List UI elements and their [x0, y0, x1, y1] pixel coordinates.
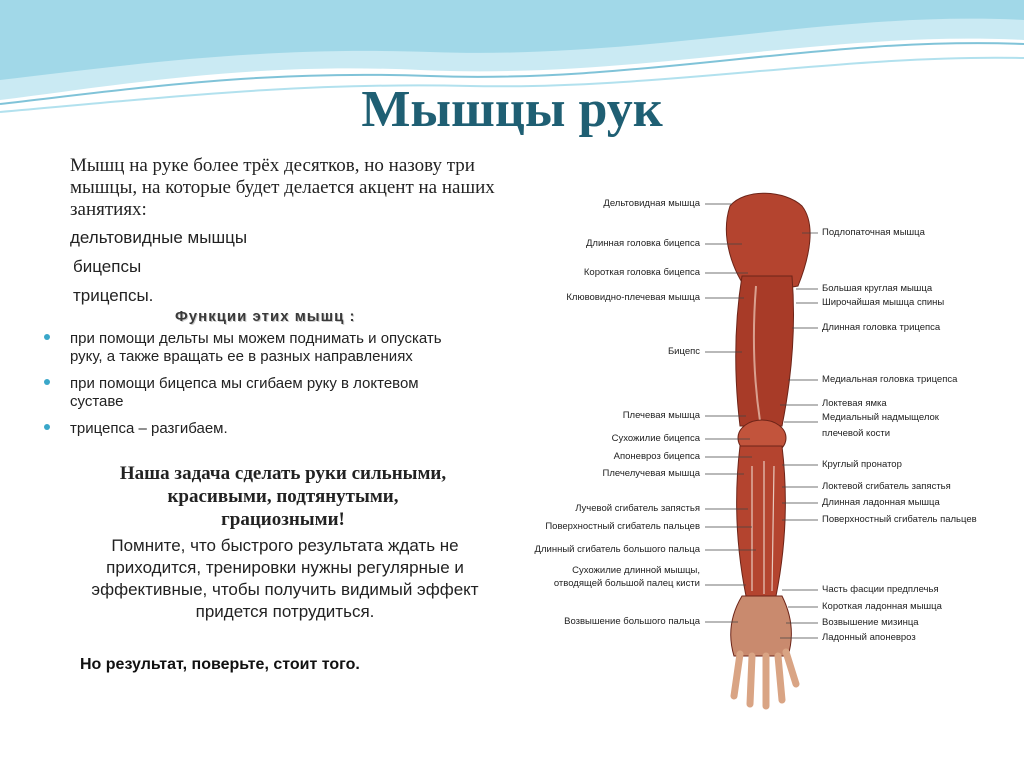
label-deltoid: Дельтовидная мышца: [603, 198, 700, 209]
function-text: при помощи бицепса мы сгибаем руку в локтевом суставе: [70, 375, 419, 410]
label-medial-epicondyle-1: Медиальный надмыщелок: [822, 412, 939, 423]
label-palmaris-longus: Длинная ладонная мышца: [822, 497, 940, 508]
muscle-item-triceps: трицепсы.: [73, 286, 154, 305]
function-text: трицепса – разгибаем.: [70, 420, 228, 437]
function-item: [44, 420, 474, 438]
function-item: [44, 375, 474, 411]
label-hypothenar-eminence: Возвышение мизинца: [822, 617, 919, 628]
label-coracobrachialis: Клювовидно-плечевая мышца: [566, 292, 700, 303]
label-forearm-fascia: Часть фасции предплечья: [822, 584, 939, 595]
label-palmaris-brevis: Короткая ладонная мышца: [822, 601, 942, 612]
label-palmar-aponeurosis: Ладонный апоневроз: [822, 632, 916, 643]
result-note: Но результат, поверьте, стоит того.: [80, 656, 360, 673]
muscle-item-biceps: бицепсы: [73, 257, 142, 276]
label-flexor-carpi-radialis: Лучевой сгибатель запястья: [575, 503, 700, 514]
label-biceps-long-head: Длинная головка бицепса: [586, 238, 700, 249]
label-biceps-tendon: Сухожилие бицепса: [611, 433, 700, 444]
label-cubital-fossa: Локтевая ямка: [822, 398, 887, 409]
muscle-item-deltoid: дельтовидные мышцы: [70, 228, 248, 247]
page-title: Мышцы рук: [361, 81, 663, 138]
functions-heading: Функции этих мышц :: [175, 308, 356, 325]
bullet-icon: [44, 379, 50, 385]
label-subscapularis: Подлопаточная мышца: [822, 227, 925, 238]
function-text: при помощи дельты мы можем поднимать и опускать руку, а также вращать ее в разных направлениях: [70, 330, 442, 365]
label-medial-epicondyle-2: плечевой кости: [822, 428, 891, 439]
label-pronator-teres: Круглый пронатор: [822, 459, 902, 470]
label-biceps-short-head: Короткая головка бицепса: [583, 267, 700, 278]
bullet-icon: [44, 334, 50, 340]
label-latissimus-dorsi: Широчайшая мышца спины: [822, 297, 945, 308]
muscle-list: [70, 226, 247, 313]
label-brachioradialis: Плечелучевая мышца: [602, 468, 700, 479]
label-biceps-aponeurosis: Апоневроз бицепса: [613, 451, 700, 462]
bullet-icon: [44, 424, 50, 430]
label-brachialis: Плечевая мышца: [622, 410, 700, 421]
label-biceps: Бицепс: [667, 346, 700, 357]
arm-muscles-diagram: [520, 176, 1000, 712]
label-flexor-digitorum-superficialis: Поверхностный сгибатель пальцев: [545, 521, 700, 532]
remember-note: Помните, что быстрого результата ждать не приходится, тренировки нужны регулярные и эффективные, чтобы получить видимый эффект придется потрудиться.: [91, 536, 479, 621]
arm-anatomy-illustration: [520, 176, 1000, 712]
label-teres-major: Большая круглая мышца: [822, 283, 933, 294]
label-flexor-digitorum-superficialis-right: Поверхностный сгибатель пальцев: [822, 514, 977, 525]
intro-text: Мышц на руке более трёх десятков, но назову три мышцы, на которые будет делается акцент на наших занятиях:: [70, 155, 495, 220]
label-thenar-eminence: Возвышение большого пальца: [564, 616, 700, 627]
label-flexor-carpi-ulnaris: Локтевой сгибатель запястья: [822, 481, 951, 492]
function-item: [44, 330, 474, 366]
task-statement: Наша задача сделать руки сильными, красивыми, подтянутыми, грациозными!: [119, 463, 447, 530]
label-flexor-pollicis-longus: Длинный сгибатель большого пальца: [534, 544, 700, 555]
label-abductor-tendon-1: Сухожилие длинной мышцы,: [572, 565, 700, 576]
label-triceps-long-head: Длинная головка трицепса: [822, 322, 941, 333]
functions-list: [44, 330, 474, 447]
label-triceps-medial-head: Медиальная головка трицепса: [822, 374, 958, 385]
label-abductor-tendon-2: отводящей большой палец кисти: [553, 578, 700, 589]
